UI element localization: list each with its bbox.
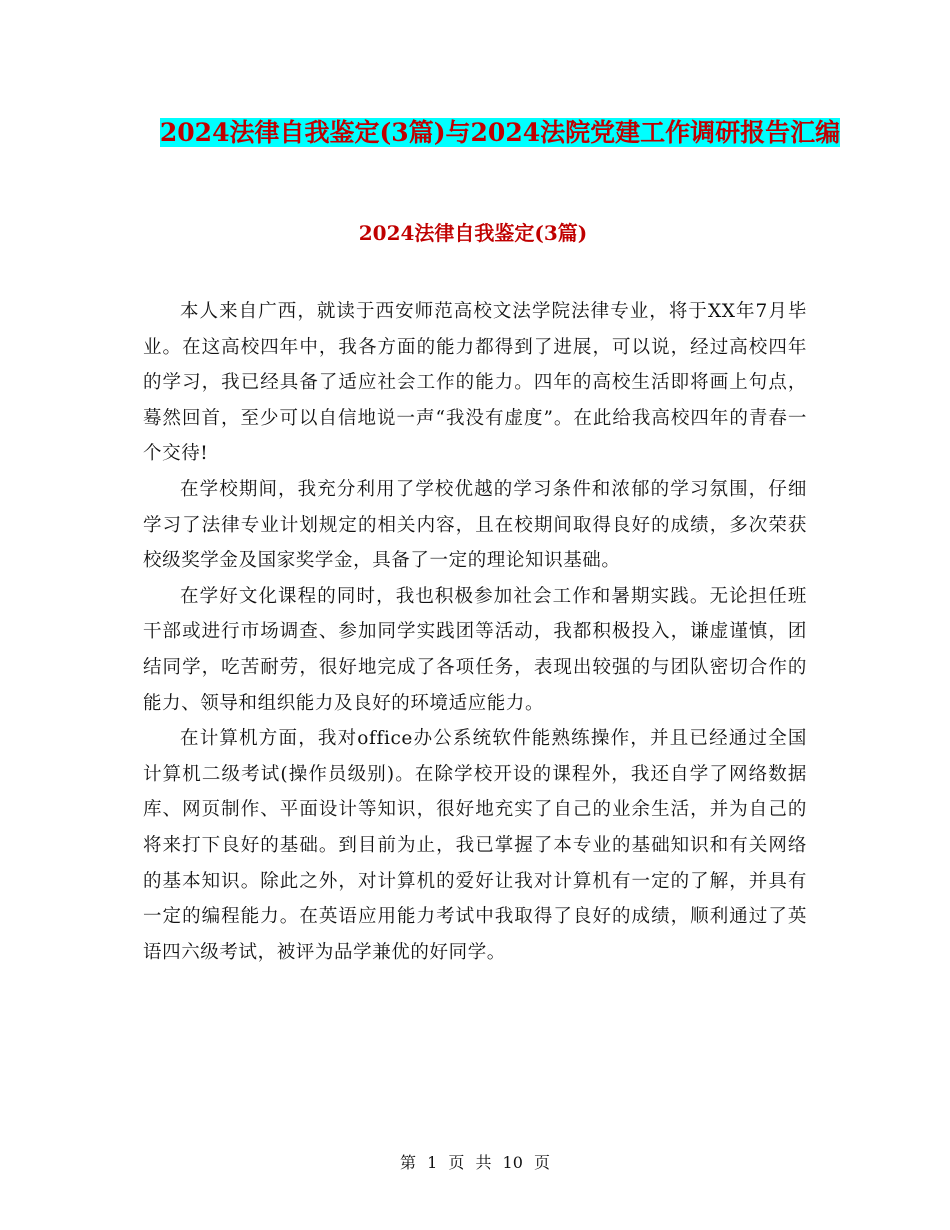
document-title-text: 2024法律自我鉴定(3篇)与2024法院党建工作调研报告汇编	[159, 118, 841, 147]
document-body	[143, 294, 807, 970]
section-title: 2024法律自我鉴定(3篇)	[358, 221, 588, 245]
page-number-footer: 第 1 页 共 10 页	[400, 1153, 550, 1172]
body-paragraph: 在计算机方面，我对office办公系统软件能熟练操作，并且已经通过全国计算机二级考试(操作员级别)。在除学校开设的课程外，我还自学了网络数据库、网页制作、平面设计等知识，很好地充实了自己的业余生活，并为自己的将来打下良好的基础。到目前为止，我已掌握了本专业的基础知识和有关网络的基本知识。除此之外，对计算机的爱好让我对计算机有一定的了解，并具有一定的编程能力。在英语应用能力考试中我取得了良好的成绩，顺利通过了英语四六级考试，被评为品学兼优的好同学。	[143, 728, 807, 963]
document-title	[140, 108, 860, 157]
body-paragraph: 在学校期间，我充分利用了学校优越的学习条件和浓郁的学习氛围，仔细学习了法律专业计划规定的相关内容，且在校期间取得良好的成绩，多次荣获校级奖学金及国家奖学金，具备了一定的理论知识基础。	[143, 478, 807, 572]
body-paragraph: 在学好文化课程的同时，我也积极参加社会工作和暑期实践。无论担任班干部或进行市场调查、参加同学实践团等活动，我都积极投入，谦虚谨慎，团结同学，吃苦耐劳，很好地完成了各项任务，表现出较强的与团队密切合作的能力、领导和组织能力及良好的环境适应能力。	[143, 585, 807, 714]
body-paragraph: 本人来自广西，就读于西安师范高校文法学院法律专业，将于XX年7月毕业。在这高校四年中，我各方面的能力都得到了进展，可以说，经过高校四年的学习，我已经具备了适应社会工作的能力。四年的高校生活即将画上句点，蓦然回首，至少可以自信地说一声“我没有虚度”。在此给我高校四年的青春一个交待!	[143, 301, 807, 465]
